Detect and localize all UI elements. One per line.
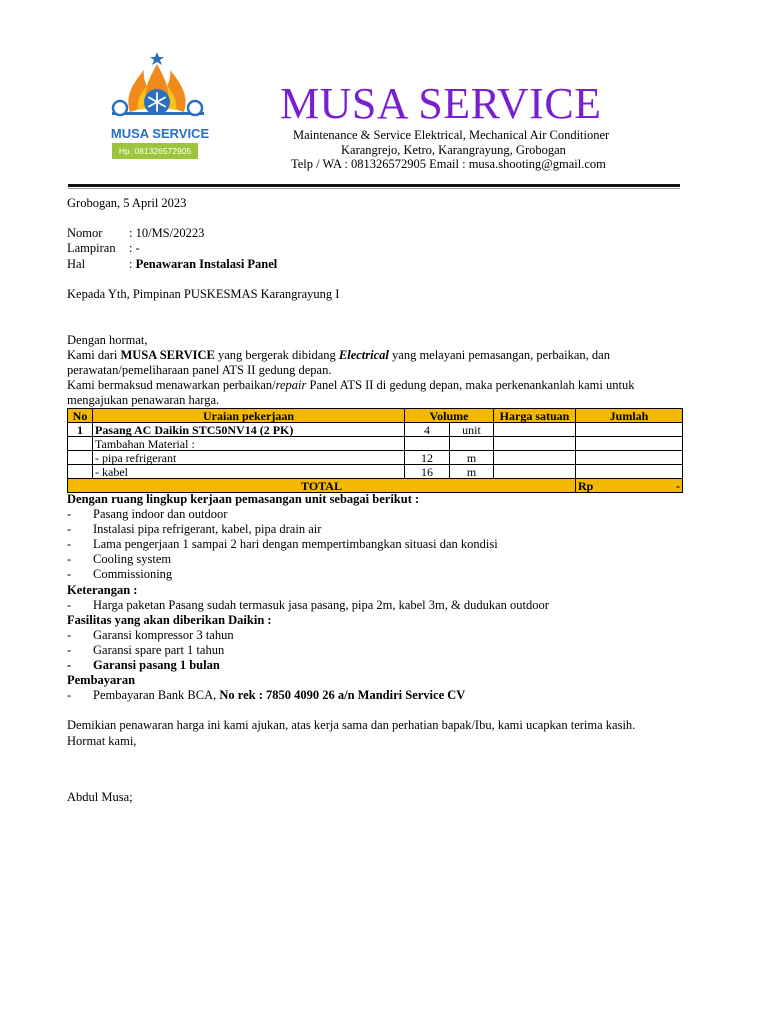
logo-phone: Hp. 081326572905: [112, 143, 198, 159]
facility-item-text: Garansi kompressor 3 tahun: [93, 628, 234, 642]
col-volume: Volume: [405, 409, 494, 423]
total-label: TOTAL: [68, 479, 576, 493]
total-value: -: [676, 478, 680, 493]
cell-unit: m: [450, 465, 494, 479]
cell-amount: [576, 423, 683, 437]
cell-amount: [576, 465, 683, 479]
cell-unit: unit: [450, 423, 494, 437]
table-row: [68, 465, 683, 479]
facility-item-text: Garansi pasang 1 bulan: [93, 658, 220, 672]
header-divider: [68, 184, 680, 187]
cell-no: [68, 437, 93, 451]
col-unit-price: Harga satuan: [494, 409, 576, 423]
lampiran-label: Lampiran: [67, 241, 116, 255]
hal-value: Penawaran Instalasi Panel: [135, 257, 278, 271]
total-amount: [576, 479, 683, 493]
nomor-value: : 10/MS/20223: [129, 226, 205, 240]
cell-amount: [576, 437, 683, 451]
offer-text-c: Panel ATS II di gedung depan, maka perkenankanlah kami untuk: [306, 378, 635, 392]
cell-no: [68, 465, 93, 479]
letter-date: Grobogan, 5 April 2023: [67, 196, 187, 210]
greeting: Dengan hormat,: [67, 333, 148, 347]
scope-item-text: Lama pengerjaan 1 sampai 2 hari dengan mempertimbangkan situasi dan kondisi: [93, 537, 498, 551]
recipient: Kepada Yth, Pimpinan PUSKESMAS Karangrayung I: [67, 287, 340, 301]
nomor-label: Nomor: [67, 226, 103, 240]
intro-text-c: yang bergerak dibidang: [214, 348, 339, 362]
cell-qty: 12: [405, 451, 450, 465]
list-item: - Pembayaran Bank BCA, No rek : 7850 4090 26 a/n Mandiri Service CV: [67, 688, 466, 702]
list-item: - Garansi kompressor 3 tahun: [67, 628, 234, 642]
price-table: [67, 408, 683, 493]
cell-price: [494, 451, 576, 465]
payment-text: Pembayaran Bank BCA,: [93, 688, 220, 702]
cell-desc: - kabel: [93, 465, 405, 479]
cell-price: [494, 465, 576, 479]
header-address: Karangrejo, Ketro, Karangrayung, Grobogan: [341, 143, 566, 157]
scope-item-text: Pasang indoor dan outdoor: [93, 507, 228, 521]
cell-amount: [576, 451, 683, 465]
notes-heading: Keterangan :: [67, 583, 138, 597]
offer-repair: repair: [275, 378, 307, 392]
cell-unit: [450, 437, 494, 451]
lampiran-value: : -: [129, 241, 140, 255]
company-title: MUSA SERVICE: [280, 79, 602, 128]
list-item: - Harga paketan Pasang sudah termasuk jasa pasang, pipa 2m, kabel 3m, & dudukan outdoor: [67, 598, 549, 612]
cell-qty: 16: [405, 465, 450, 479]
list-item: - Pasang indoor dan outdoor: [67, 507, 228, 521]
list-item: - Garansi spare part 1 tahun: [67, 643, 225, 657]
cell-desc: Pasang AC Daikin STC50NV14 (2 PK): [93, 423, 405, 437]
cell-no: 1: [68, 423, 93, 437]
company-logo: [108, 50, 212, 166]
facility-item-text: Garansi spare part 1 tahun: [93, 643, 225, 657]
cell-unit: m: [450, 451, 494, 465]
payment-account: No rek : 7850 4090 26 a/n Mandiri Service CV: [219, 688, 466, 702]
list-item: - Instalasi pipa refrigerant, kabel, pipa drain air: [67, 522, 322, 536]
scope-item-text: Cooling system: [93, 552, 172, 566]
notes-item-text: Harga paketan Pasang sudah termasuk jasa pasang, pipa 2m, kabel 3m, & dudukan outdoor: [93, 598, 549, 612]
hal-label: Hal: [67, 257, 86, 271]
header-divider-shadow: [68, 188, 680, 189]
signer-name: Abdul Musa;: [67, 790, 133, 804]
scope-heading: Dengan ruang lingkup kerjaan pemasangan unit sebagai berikut :: [67, 492, 420, 506]
list-item: - Commissioning: [67, 567, 173, 581]
cell-price: [494, 423, 576, 437]
table-row: [68, 423, 683, 437]
hal-row: [129, 257, 277, 272]
scope-item-text: Instalasi pipa refrigerant, kabel, pipa drain air: [93, 522, 322, 536]
closing-regards: Hormat kami,: [67, 734, 137, 748]
intro-company: MUSA SERVICE: [120, 348, 215, 362]
col-amount: Jumlah: [576, 409, 683, 423]
intro-field: Electrical: [338, 348, 389, 362]
table-row: [68, 451, 683, 465]
payment-heading: Pembayaran: [67, 673, 136, 687]
paragraph-intro: [67, 348, 610, 363]
cell-qty: 4: [405, 423, 450, 437]
logo-name: MUSA SERVICE: [110, 126, 210, 141]
paragraph-offer: [67, 378, 634, 393]
cell-no: [68, 451, 93, 465]
header-contact: Telp / WA : 081326572905 Email : musa.shooting@gmail.com: [291, 157, 606, 171]
col-description: Uraian pekerjaan: [93, 409, 405, 423]
paragraph-intro-line2: perawatan/pemeliharaan panel ATS II gedung depan.: [67, 363, 332, 377]
cell-qty: [405, 437, 450, 451]
cell-desc: - pipa refrigerant: [93, 451, 405, 465]
paragraph-offer-line2: mengajukan penawaran harga.: [67, 393, 220, 407]
list-item: - Garansi pasang 1 bulan: [67, 658, 220, 672]
cell-desc: Tambahan Material :: [93, 437, 405, 451]
total-currency: Rp: [578, 478, 594, 493]
offer-text-a: Kami bermaksud menawarkan perbaikan/: [67, 378, 276, 392]
intro-text-a: Kami dari: [67, 348, 121, 362]
table-total-row: [68, 479, 683, 493]
header-services: Maintenance & Service Elektrical, Mechanical Air Conditioner: [293, 128, 610, 142]
table-header-row: [68, 409, 683, 423]
closing-text: Demikian penawaran harga ini kami ajukan, atas kerja sama dan perhatian bapak/Ibu, kami ucapkan terima kasih.: [67, 718, 636, 732]
hal-separator: :: [129, 257, 136, 271]
col-no: No: [68, 409, 93, 423]
facilities-heading: Fasilitas yang akan diberikan Daikin :: [67, 613, 272, 627]
scope-item-text: Commissioning: [93, 567, 173, 581]
cell-price: [494, 437, 576, 451]
intro-text-e: yang melayani pemasangan, perbaikan, dan: [388, 348, 610, 362]
list-item: - Cooling system: [67, 552, 172, 566]
table-row: [68, 437, 683, 451]
list-item: - Lama pengerjaan 1 sampai 2 hari dengan mempertimbangkan situasi dan kondisi: [67, 537, 498, 551]
